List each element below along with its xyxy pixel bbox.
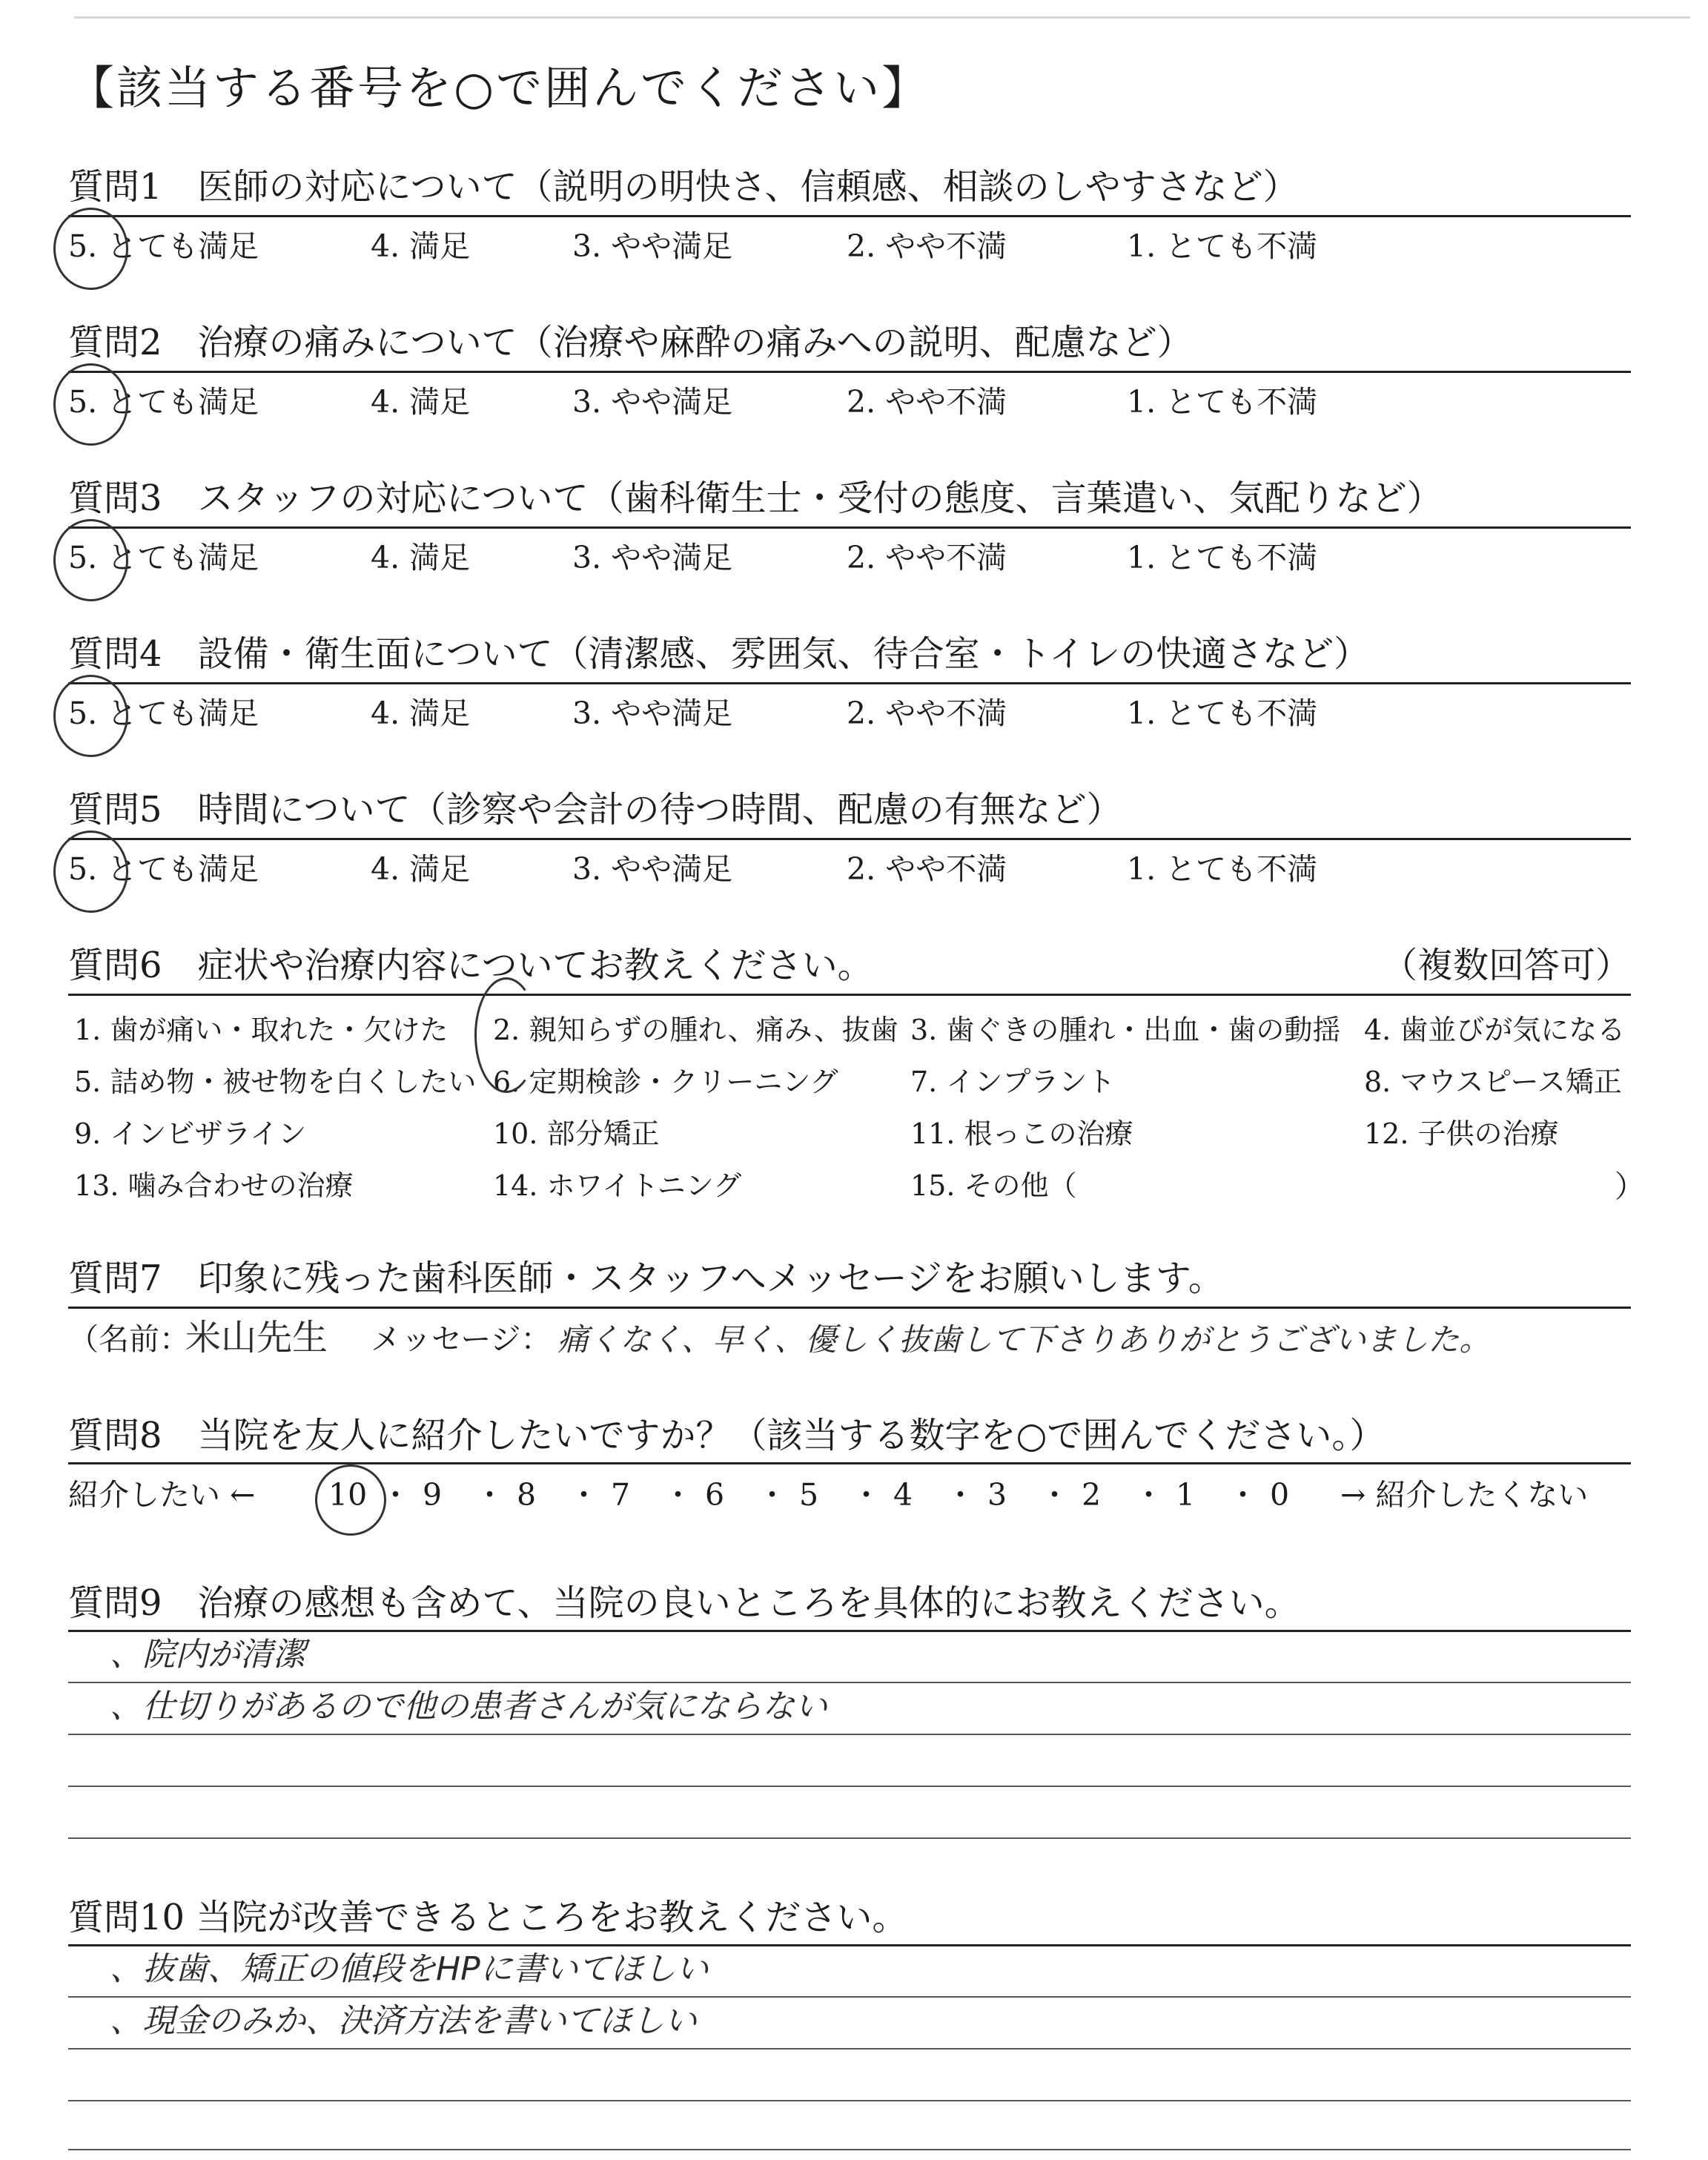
- q10-answer-line: [68, 2100, 1631, 2101]
- q6-rule: [68, 994, 1631, 996]
- q5-rule: [68, 838, 1631, 840]
- rating-option[interactable]: 1. とても不満: [1127, 696, 1318, 731]
- q10-answer-line: [68, 2149, 1631, 2150]
- q8-right-label: → 紹介したくない: [1340, 1477, 1589, 1513]
- q6-multiple-note: （複数回答可）: [1381, 945, 1631, 986]
- rating-option[interactable]: 1. とても不満: [1127, 228, 1318, 264]
- q8-rule: [68, 1462, 1631, 1464]
- q6-option[interactable]: 15. その他（: [910, 1169, 1077, 1202]
- q9-answer-line: [68, 1734, 1631, 1735]
- rating-option[interactable]: 2. やや不満: [847, 228, 1007, 264]
- q5-title: 質問5 時間について（診察や会計の待つ時間、配慮の有無など）: [68, 789, 1122, 830]
- selection-circle: [53, 208, 128, 290]
- q8-separator: ・: [663, 1477, 693, 1513]
- q6-other-close: ）: [1615, 1169, 1645, 1204]
- rating-option[interactable]: 3. やや満足: [572, 228, 733, 264]
- q4-title: 質問4 設備・衛生面について（清潔感、雰囲気、待合室・トイレの快適さなど）: [68, 633, 1370, 675]
- rating-option[interactable]: 4. 満足: [371, 696, 471, 731]
- q6-option[interactable]: 11. 根っこの治療: [910, 1117, 1133, 1150]
- q8-separator: ・: [757, 1477, 787, 1513]
- q6-option[interactable]: 10. 部分矯正: [493, 1117, 660, 1150]
- q6-option[interactable]: 4. 歯並びが気になる: [1364, 1014, 1626, 1046]
- rating-option[interactable]: 2. やや不満: [847, 384, 1007, 420]
- selection-circle: [53, 675, 128, 757]
- q8-separator: ・: [380, 1477, 411, 1513]
- q10-answer-1[interactable]: 、抜歯、矯正の値段をHPに書いてほしい: [110, 1950, 709, 1988]
- q8-scale-value[interactable]: 1: [1176, 1477, 1196, 1513]
- rating-option[interactable]: 2. やや不満: [847, 540, 1007, 575]
- rating-option[interactable]: 5. とても満足: [68, 851, 259, 887]
- q6-option[interactable]: 14. ホワイトニング: [493, 1169, 742, 1202]
- q8-separator: ・: [1133, 1477, 1164, 1513]
- rating-option[interactable]: 1. とても不満: [1127, 540, 1318, 575]
- q7-message-label: メッセージ：: [371, 1321, 552, 1357]
- q8-scale-value[interactable]: 5: [799, 1477, 819, 1513]
- q6-option[interactable]: 7. インプラント: [910, 1066, 1116, 1098]
- q10-answer-line: [68, 2048, 1631, 2050]
- selection-circle: [53, 830, 128, 913]
- rating-option[interactable]: 3. やや満足: [572, 540, 733, 575]
- q6-option[interactable]: 12. 子供の治療: [1364, 1117, 1559, 1150]
- q10-answer-line: [68, 1996, 1631, 1998]
- q9-rule: [68, 1630, 1631, 1632]
- q9-title: 質問9 治療の感想も含めて、当院の良いところを具体的にお教えください。: [68, 1582, 1300, 1624]
- q9-answer-1[interactable]: 、院内が清潔: [110, 1636, 305, 1674]
- rating-option[interactable]: 1. とても不満: [1127, 384, 1318, 420]
- q8-separator: ・: [1228, 1477, 1258, 1513]
- q8-separator: ・: [569, 1477, 599, 1513]
- q10-answer-2[interactable]: 、現金のみか、決済方法を書いてほしい: [110, 2002, 697, 2040]
- q8-selection-circle: [315, 1464, 386, 1536]
- q9-answer-line: [68, 1682, 1631, 1683]
- q1-title: 質問1 医師の対応について（説明の明快さ、信頼感、相談のしやすさなど）: [68, 166, 1299, 208]
- q7-name-value[interactable]: 米山先生: [185, 1317, 328, 1358]
- q10-rule: [68, 1944, 1631, 1946]
- q8-separator: ・: [945, 1477, 976, 1513]
- rating-option[interactable]: 4. 満足: [371, 851, 471, 887]
- q8-scale-value[interactable]: 10: [328, 1477, 368, 1513]
- scan-top-edge: [74, 16, 1690, 19]
- rating-option[interactable]: 5. とても満足: [68, 228, 259, 264]
- q4-rule: [68, 682, 1631, 684]
- q6-option[interactable]: 6. 定期検診・クリーニング: [493, 1066, 838, 1098]
- rating-option[interactable]: 4. 満足: [371, 540, 471, 575]
- q6-selection-circle: [474, 977, 538, 1093]
- rating-option[interactable]: 3. やや満足: [572, 384, 733, 420]
- rating-option[interactable]: 5. とても満足: [68, 384, 259, 420]
- q7-message-value[interactable]: 痛くなく、早く、優しく抜歯して下さりありがとうございました。: [557, 1321, 1491, 1358]
- rating-option[interactable]: 5. とても満足: [68, 696, 259, 731]
- q3-title: 質問3 スタッフの対応について（歯科衛生士・受付の態度、言葉遣い、気配りなど）: [68, 478, 1443, 519]
- q8-title: 質問8 当院を友人に紹介したいですか？（該当する数字を○で囲んでください。）: [68, 1415, 1386, 1456]
- q10-title: 質問10 当院が改善できるところをお教えください。: [68, 1897, 908, 1938]
- rating-option[interactable]: 5. とても満足: [68, 540, 259, 575]
- q3-rule: [68, 526, 1631, 529]
- q2-title: 質問2 治療の痛みについて（治療や麻酔の痛みへの説明、配慮など）: [68, 322, 1193, 363]
- q1-rule: [68, 215, 1631, 217]
- q6-title: 質問6 症状や治療内容についてお教えください。: [68, 945, 873, 986]
- selection-circle: [53, 363, 128, 446]
- rating-option[interactable]: 3. やや満足: [572, 696, 733, 731]
- q6-option[interactable]: 5. 詰め物・被せ物を白くしたい: [74, 1066, 477, 1098]
- q6-option[interactable]: 3. 歯ぐきの腫れ・出血・歯の動揺: [910, 1014, 1341, 1046]
- q6-option[interactable]: 9. インビザライン: [74, 1117, 307, 1150]
- q8-separator: ・: [1039, 1477, 1070, 1513]
- rating-option[interactable]: 4. 満足: [371, 228, 471, 264]
- q8-scale-value[interactable]: 7: [611, 1477, 631, 1513]
- q8-scale-value[interactable]: 0: [1270, 1477, 1290, 1513]
- q8-left-label: 紹介したい ←: [68, 1477, 256, 1513]
- q6-option[interactable]: 8. マウスピース矯正: [1364, 1066, 1622, 1098]
- q9-answer-2[interactable]: 、仕切りがあるので他の患者さんが気にならない: [110, 1688, 827, 1725]
- q7-title: 質問7 印象に残った歯科医師・スタッフへメッセージをお願いします。: [68, 1258, 1224, 1299]
- rating-option[interactable]: 4. 満足: [371, 384, 471, 420]
- q8-separator: ・: [474, 1477, 505, 1513]
- q6-option[interactable]: 1. 歯が痛い・取れた・欠けた: [74, 1014, 448, 1046]
- q8-scale-value[interactable]: 4: [893, 1477, 913, 1513]
- q8-scale-value[interactable]: 6: [705, 1477, 725, 1513]
- rating-option[interactable]: 3. やや満足: [572, 851, 733, 887]
- q9-answer-line: [68, 1786, 1631, 1787]
- rating-option[interactable]: 2. やや不満: [847, 851, 1007, 887]
- q7-rule: [68, 1307, 1631, 1309]
- q6-option[interactable]: 2. 親知らずの腫れ、痛み、抜歯: [493, 1014, 898, 1046]
- q6-option[interactable]: 13. 噛み合わせの治療: [74, 1169, 354, 1202]
- rating-option[interactable]: 2. やや不満: [847, 696, 1007, 731]
- selection-circle: [53, 519, 128, 601]
- q8-scale-value[interactable]: 8: [517, 1477, 537, 1513]
- q7-name-label: （名前：: [68, 1321, 190, 1357]
- form-title: 【該当する番号を○で囲んでください】: [68, 61, 930, 115]
- q8-scale-value[interactable]: 3: [987, 1477, 1007, 1513]
- q8-scale-value[interactable]: 2: [1082, 1477, 1102, 1513]
- rating-option[interactable]: 1. とても不満: [1127, 851, 1318, 887]
- q8-separator: ・: [851, 1477, 881, 1513]
- q9-answer-line: [68, 1837, 1631, 1839]
- q8-scale-value[interactable]: 9: [423, 1477, 443, 1513]
- q2-rule: [68, 371, 1631, 373]
